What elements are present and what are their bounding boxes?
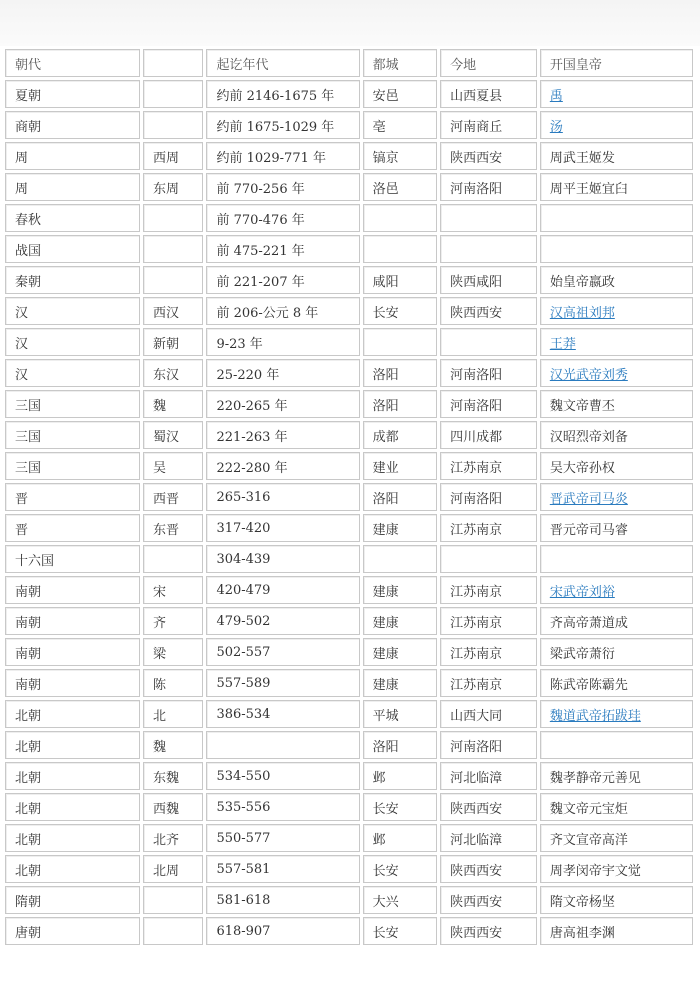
cell-subdivision [143,545,203,573]
cell-subdivision [143,266,203,294]
founder-name: 始皇帝嬴政 [549,274,615,290]
cell-subdivision: 西汉 [143,297,203,325]
cell-subdivision [143,111,203,139]
cell-founder [540,700,693,728]
cell-subdivision: 北齐 [143,824,203,852]
cell-period: 304-439 [206,545,359,573]
cell-subdivision [143,80,203,108]
cell-subdivision: 蜀汉 [143,421,203,449]
cell-founder [540,142,693,170]
cell-subdivision [143,235,203,263]
cell-dynasty: 南朝 [5,576,140,604]
cell-founder [540,514,693,542]
cell-founder [540,576,693,604]
table-row [5,235,693,263]
cell-location: 江苏南京 [440,607,537,635]
table-row [5,917,693,945]
founder-link[interactable]: 汤 [549,119,563,135]
cell-location: 陕西西安 [440,297,537,325]
cell-subdivision: 西魏 [143,793,203,821]
header-dynasty: 朝代 [5,49,140,77]
cell-dynasty: 汉 [5,328,140,356]
cell-location [440,328,537,356]
cell-location: 河南洛阳 [440,731,537,759]
founder-name: 周孝闵帝宇文觉 [549,863,641,879]
founder-name: 周平王姬宜臼 [549,181,628,197]
cell-subdivision: 齐 [143,607,203,635]
cell-subdivision: 北周 [143,855,203,883]
table-row [5,545,693,573]
cell-period: 618-907 [206,917,359,945]
founder-name: 魏文帝曹丕 [549,398,615,414]
cell-location: 河南商丘 [440,111,537,139]
cell-founder [540,452,693,480]
table-row [5,514,693,542]
cell-location: 陕西西安 [440,855,537,883]
cell-subdivision: 新朝 [143,328,203,356]
cell-founder [540,545,693,573]
cell-period: 535-556 [206,793,359,821]
cell-dynasty: 北朝 [5,700,140,728]
header-period: 起讫年代 [206,49,359,77]
table-row [5,886,693,914]
cell-location: 江苏南京 [440,514,537,542]
cell-subdivision: 宋 [143,576,203,604]
cell-founder [540,483,693,511]
cell-subdivision: 北 [143,700,203,728]
cell-capital [363,328,438,356]
cell-capital: 建业 [363,452,438,480]
cell-period: 386-534 [206,700,359,728]
cell-period: 420-479 [206,576,359,604]
cell-period: 220-265 年 [206,390,359,418]
cell-dynasty: 北朝 [5,731,140,759]
cell-location: 江苏南京 [440,638,537,666]
cell-capital: 长安 [363,297,438,325]
founder-name: 梁武帝萧衍 [549,646,615,662]
cell-founder [540,204,693,232]
cell-capital: 洛阳 [363,731,438,759]
cell-period: 约前 1675-1029 年 [206,111,359,139]
cell-founder [540,793,693,821]
cell-period: 前 770-256 年 [206,173,359,201]
cell-location: 河南洛阳 [440,173,537,201]
founder-name: 陈武帝陈霸先 [549,677,628,693]
cell-period: 317-420 [206,514,359,542]
cell-dynasty: 三国 [5,390,140,418]
cell-dynasty: 南朝 [5,607,140,635]
cell-location: 陕西西安 [440,793,537,821]
cell-period: 约前 1029-771 年 [206,142,359,170]
cell-founder [540,111,693,139]
cell-founder [540,762,693,790]
table-body [5,80,693,945]
cell-founder [540,359,693,387]
table-row [5,483,693,511]
table-row [5,638,693,666]
table-row [5,669,693,697]
cell-founder [540,731,693,759]
cell-location: 陕西西安 [440,142,537,170]
cell-dynasty: 南朝 [5,669,140,697]
table-row [5,576,693,604]
cell-capital: 邺 [363,824,438,852]
cell-founder [540,607,693,635]
cell-period: 222-280 年 [206,452,359,480]
cell-capital: 安邑 [363,80,438,108]
cell-period: 约前 2146-1675 年 [206,80,359,108]
table-row [5,855,693,883]
table-row [5,80,693,108]
founder-link[interactable]: 宋武帝刘裕 [549,584,615,600]
table-row [5,142,693,170]
cell-founder [540,80,693,108]
cell-dynasty: 晋 [5,514,140,542]
cell-capital: 建康 [363,514,438,542]
cell-dynasty: 北朝 [5,762,140,790]
dynasty-table [2,46,696,948]
cell-location: 河北临漳 [440,824,537,852]
cell-capital: 建康 [363,576,438,604]
cell-capital [363,235,438,263]
cell-capital: 洛阳 [363,483,438,511]
cell-subdivision: 梁 [143,638,203,666]
cell-capital: 长安 [363,793,438,821]
cell-subdivision: 东周 [143,173,203,201]
cell-location: 陕西西安 [440,886,537,914]
cell-location [440,545,537,573]
founder-name: 周武王姬发 [549,150,615,166]
cell-subdivision: 西晋 [143,483,203,511]
cell-capital: 平城 [363,700,438,728]
cell-location [440,235,537,263]
cell-location [440,204,537,232]
cell-dynasty: 战国 [5,235,140,263]
founder-link[interactable]: 汉光武帝刘秀 [549,367,628,383]
table-row [5,421,693,449]
founder-link[interactable]: 汉高祖刘邦 [549,305,615,321]
cell-location: 河南洛阳 [440,359,537,387]
cell-capital: 镐京 [363,142,438,170]
table-row [5,700,693,728]
header-founder: 开国皇帝 [540,49,693,77]
cell-capital: 长安 [363,917,438,945]
cell-capital [363,204,438,232]
cell-capital: 咸阳 [363,266,438,294]
cell-location: 陕西咸阳 [440,266,537,294]
header-capital: 都城 [363,49,438,77]
cell-period: 前 221-207 年 [206,266,359,294]
cell-period: 25-220 年 [206,359,359,387]
cell-location: 江苏南京 [440,576,537,604]
cell-capital: 邺 [363,762,438,790]
cell-period: 557-589 [206,669,359,697]
founder-name: 晋元帝司马睿 [549,522,628,538]
table-row [5,390,693,418]
cell-dynasty: 商朝 [5,111,140,139]
cell-capital: 洛阳 [363,359,438,387]
cell-dynasty: 唐朝 [5,917,140,945]
table-row [5,266,693,294]
cell-capital: 建康 [363,607,438,635]
cell-location: 山西大同 [440,700,537,728]
cell-location: 河南洛阳 [440,390,537,418]
table-row [5,731,693,759]
cell-founder [540,266,693,294]
cell-period: 265-316 [206,483,359,511]
table-row [5,359,693,387]
cell-period: 前 475-221 年 [206,235,359,263]
cell-capital: 建康 [363,638,438,666]
cell-subdivision: 西周 [143,142,203,170]
cell-subdivision: 吴 [143,452,203,480]
cell-dynasty: 北朝 [5,855,140,883]
cell-founder [540,390,693,418]
founder-name: 唐高祖李渊 [549,925,615,941]
founder-name: 吴大帝孙权 [549,460,615,476]
cell-capital: 长安 [363,855,438,883]
cell-dynasty: 三国 [5,421,140,449]
cell-subdivision [143,886,203,914]
cell-dynasty: 隋朝 [5,886,140,914]
table-row [5,607,693,635]
cell-founder [540,173,693,201]
cell-subdivision: 东魏 [143,762,203,790]
cell-dynasty: 晋 [5,483,140,511]
cell-subdivision: 东晋 [143,514,203,542]
cell-capital: 成都 [363,421,438,449]
founder-name: 魏文帝元宝炬 [549,801,628,817]
founder-link[interactable]: 魏道武帝拓跋珪 [549,708,641,724]
cell-period: 581-618 [206,886,359,914]
cell-subdivision: 陈 [143,669,203,697]
cell-period: 9-23 年 [206,328,359,356]
cell-location: 河南洛阳 [440,483,537,511]
cell-capital: 亳 [363,111,438,139]
cell-dynasty: 汉 [5,359,140,387]
header-row [5,49,693,77]
cell-location: 江苏南京 [440,452,537,480]
table-row [5,824,693,852]
cell-dynasty: 北朝 [5,793,140,821]
cell-founder [540,638,693,666]
cell-period: 534-550 [206,762,359,790]
founder-link[interactable]: 王莽 [549,336,576,352]
table-row [5,328,693,356]
cell-dynasty: 周 [5,173,140,201]
cell-period: 前 206-公元 8 年 [206,297,359,325]
cell-subdivision [143,204,203,232]
cell-location: 山西夏县 [440,80,537,108]
cell-dynasty: 夏朝 [5,80,140,108]
cell-capital: 洛阳 [363,390,438,418]
cell-dynasty: 周 [5,142,140,170]
cell-capital: 洛邑 [363,173,438,201]
cell-founder [540,855,693,883]
cell-location: 江苏南京 [440,669,537,697]
cell-subdivision [143,917,203,945]
founder-link[interactable]: 晋武帝司马炎 [549,491,628,507]
cell-period: 前 770-476 年 [206,204,359,232]
cell-founder [540,886,693,914]
table-row [5,762,693,790]
cell-founder [540,917,693,945]
cell-period [206,731,359,759]
founder-name: 齐高帝萧道成 [549,615,628,631]
cell-subdivision: 东汉 [143,359,203,387]
table-row [5,297,693,325]
founder-name: 隋文帝杨坚 [549,894,615,910]
cell-capital: 大兴 [363,886,438,914]
founder-name: 魏孝静帝元善见 [549,770,641,786]
cell-dynasty: 春秋 [5,204,140,232]
cell-dynasty: 南朝 [5,638,140,666]
founder-name: 汉昭烈帝刘备 [549,429,628,445]
cell-period: 557-581 [206,855,359,883]
cell-dynasty: 秦朝 [5,266,140,294]
founder-name: 齐文宣帝高洋 [549,832,628,848]
cell-capital: 建康 [363,669,438,697]
cell-period: 221-263 年 [206,421,359,449]
cell-dynasty: 北朝 [5,824,140,852]
cell-location: 陕西西安 [440,917,537,945]
cell-dynasty: 三国 [5,452,140,480]
cell-founder [540,235,693,263]
table-row [5,204,693,232]
cell-location: 河北临漳 [440,762,537,790]
header-location: 今地 [440,49,537,77]
table-row [5,111,693,139]
table-row [5,173,693,201]
cell-subdivision: 魏 [143,731,203,759]
cell-subdivision: 魏 [143,390,203,418]
cell-founder [540,328,693,356]
cell-location: 四川成都 [440,421,537,449]
cell-dynasty: 十六国 [5,545,140,573]
table-row [5,793,693,821]
cell-capital [363,545,438,573]
cell-period: 550-577 [206,824,359,852]
cell-founder [540,824,693,852]
header-subdivision [143,49,203,77]
founder-link[interactable]: 禹 [549,88,563,104]
cell-founder [540,669,693,697]
cell-founder [540,297,693,325]
cell-founder [540,421,693,449]
cell-dynasty: 汉 [5,297,140,325]
top-band [0,0,700,46]
cell-period: 502-557 [206,638,359,666]
table-row [5,452,693,480]
cell-period: 479-502 [206,607,359,635]
